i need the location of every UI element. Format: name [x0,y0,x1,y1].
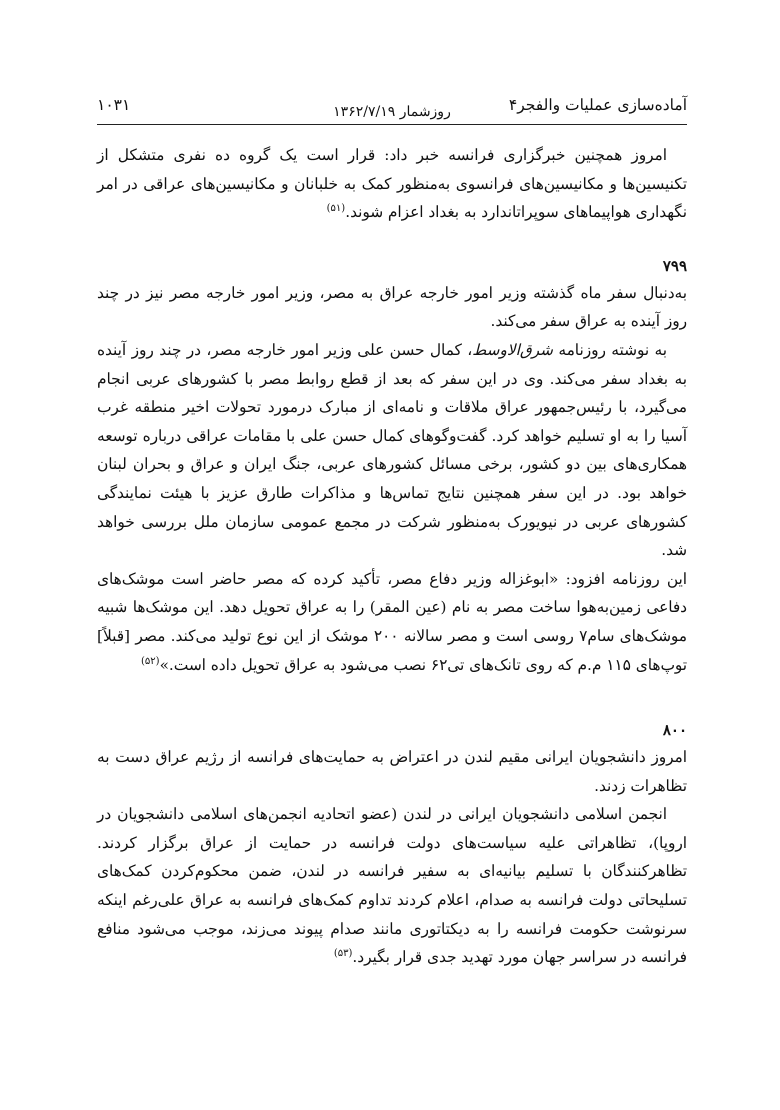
diary-date: روزشمار ۱۳۶۲/۷/۱۹ [327,104,457,120]
running-header [97,90,687,125]
entry-number-800: ۸۰۰ [662,721,687,740]
page-number: ۱۰۳۱ [97,96,131,114]
p3-body: این روزنامه افزود: «ابوغزاله وزیر دفاع مصر، تأکید کرده که مصر حاضر است موشک‌های دفاعی زمین‌به‌هوا ساخت مصر به نام (عین المقر) را به عراق تحویل دهد. این موشک‌ها شبیه موشک‌های سام۷ روسی است و مصر سالانه ۲۰۰ موشک از این نوع تولید می‌کند. مصر [قبلاً] توپ‌های ۱۱۵ م.م که روی تانک‌های تی۶۲ نصب می‌شود به عراق تحویل داده است.» [97,569,687,674]
entry-800 [97,721,687,972]
entry-799 [97,257,687,679]
book-page [97,90,687,972]
entry-799-paragraph-2 [97,336,687,565]
entry-number-799: ۷۹۹ [662,256,687,275]
newspaper-name: شرق‌الاوسط [472,340,553,359]
intro-entry [97,141,687,227]
entry-799-paragraph-1: به‌دنبال سفر ماه گذشته وزیر امور خارجه عراق به مصر، وزیر امور خارجه مصر نیز در چند روز آینده به عراق سفر می‌کند. [97,283,687,331]
book-title: آماده‌سازی عملیات والفجر۴ [508,96,687,114]
intro-paragraph [97,141,687,227]
footnote-ref-51: (۵۱) [326,203,346,215]
p2-body-800: انجمن اسلامی دانشجویان ایرانی در لندن (عضو اتحادیه انجمن‌های اسلامی دانشجویان در اروپا)، تظاهراتی علیه سیاست‌های دولت فرانسه در حمایت از عراق برگزار کردند. تظاهرکنندگان با تسلیم بیانیه‌ای به سفیر فرانسه در لندن، ضمن محکوم‌کردن کمک‌های تسلیحاتی دولت فرانسه به صدام، اعلام کردند تداوم کمک‌های فرانسه به عراق علی‌رغم اینکه سرنوشت حکومت فرانسه را به دیکتاتوری مانند صدام پیوند می‌زند، موجب می‌شود منافع فرانسه در سراسر جهان مورد تهدید جدی قرار بگیرد. [97,805,687,967]
p2-lead: به نوشته روزنامه [552,340,667,359]
entry-800-paragraph-1: امروز دانشجویان ایرانی مقیم لندن در اعتراض به حمایت‌های فرانسه از رژیم عراق دست به تظاهرات زدند. [97,748,687,795]
footnote-ref-52: (۵۲) [141,655,160,667]
intro-text: امروز همچنین خبرگزاری فرانسه خبر داد: قرار است یک گروه ده نفری متشکل از تکنیسین‌ها و مکانیسین‌های فرانسوی به‌منظور کمک به خلبانان و مکانیسین‌های عراقی در امر نگهداری هواپیماهای سوپراتاندارد به بغداد اعزام شوند. [97,146,687,222]
entry-800-paragraph-2 [97,800,687,972]
entry-799-paragraph-3 [97,565,687,679]
p2-body: ، کمال حسن علی وزیر امور خارجه مصر، در چند روز آینده به بغداد سفر می‌کند. وی در این سفر که بعد از قطع روابط مصر با کشورهای عربی انجام می‌گیرد، با رئیس‌جمهور عراق ملاقات و نامه‌ای از مبارک درمورد تحولات اخیر منطقه غرب آسیا را به او تسلیم خواهد کرد. گفت‌وگوهای کمال حسن علی با مقامات عراقی درباره توسعه همکاری‌های بین دو کشور، برخی مسائل کشورهای عربی، جنگ ایران و عراق و بحران لبنان خواهد بود. در این سفر همچنین نتایج تماس‌ها و مذاکرات طارق عزیز با هیئت نمایندگی کشورهای عربی در نیویورک به‌منظور شرکت در مجمع عمومی سازمان ملل بررسی خواهد شد. [97,340,687,560]
footnote-ref-53: (۵۳) [333,948,353,960]
